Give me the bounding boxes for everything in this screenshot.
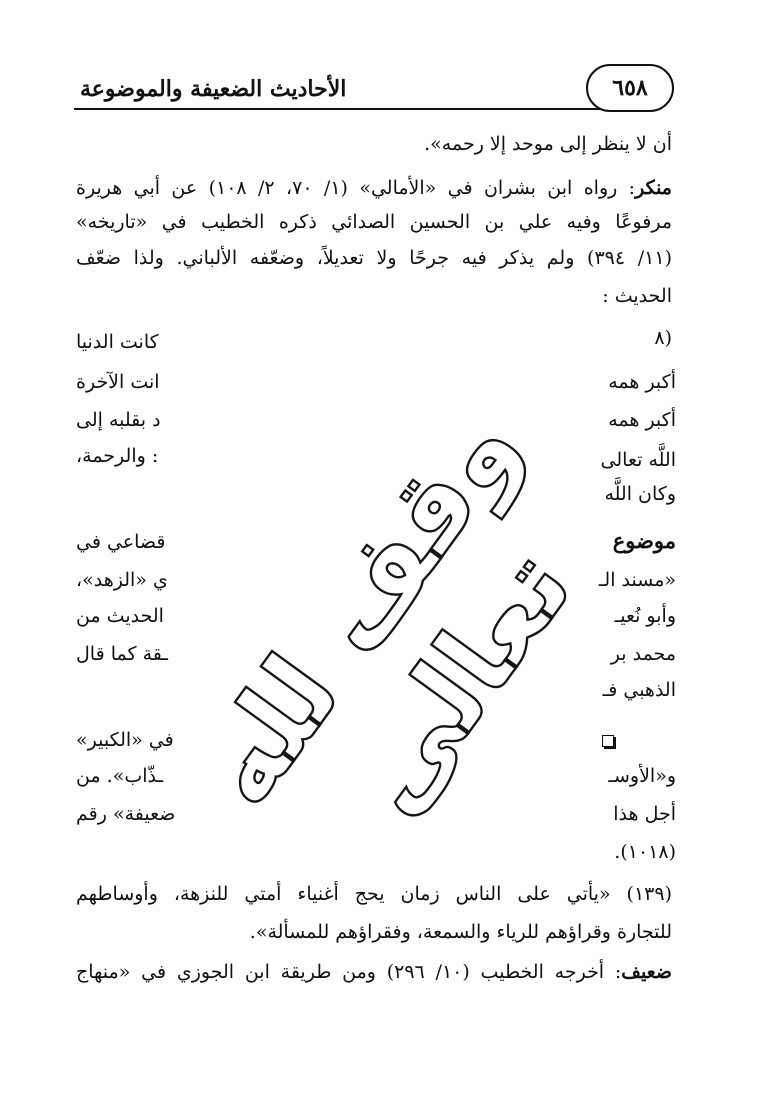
header-rule [74, 108, 660, 110]
fragment-left: : والرحمة، [76, 445, 159, 467]
text-line: ضعيف: أخرجه الخطيب (١٠/ ٢٩٦) ومن طريقة ابن الجوزي في «منهاج [76, 961, 672, 983]
text-line: منكر: رواه ابن بشران في «الأمالي» (١/ ٧٠، ٢/ ١٠٨) عن أبي هريرة [76, 177, 672, 199]
fragment-left: ـذّاب». من [76, 765, 164, 787]
fragment-right: وكان اللَّه [604, 483, 676, 505]
grading-label: منكر [635, 177, 672, 199]
fragment-right: (٨ [654, 327, 672, 349]
fragment-right: الذهبي فـ [602, 679, 676, 701]
fragment-right: أجل هذا [613, 803, 676, 825]
grading-label: موضوع [612, 528, 676, 553]
fragment-right: «مسند الـ [598, 569, 676, 591]
text-line: الحديث : [602, 285, 672, 307]
fragment-right: محمد بر [610, 643, 676, 665]
hadith-line: (١٣٩) «يأتي على الناس زمان يحج أغنياء أمتي للنزهة، وأوساطهم [76, 883, 672, 905]
text-line: (١٠١٨). [614, 841, 676, 863]
fragment-left: الحديث من [76, 605, 164, 627]
hadith-line: للتجارة وقراؤهم للرياء والسمعة، وفقراؤهم للمسألة». [249, 921, 672, 943]
fragment-right: وأبو نُعيـ [614, 605, 676, 627]
checkbox-icon [602, 735, 614, 747]
running-title: الأحاديث الضعيفة والموضوعة [80, 76, 347, 102]
text-line: أن لا ينظر إلى موحد إلا رحمه». [424, 133, 672, 155]
fragment-left: ضعيفة» رقم [76, 803, 176, 825]
text-line: (١١/ ٣٩٤) ولم يذكر فيه جرحًا ولا تعديلاً، وضعّفه الألباني. ولذا ضعّف [76, 247, 672, 269]
fragment-right: أكبر همه [608, 409, 676, 431]
fragment-right: اللَّه تعالى [600, 449, 676, 471]
fragment-left: كانت الدنيا [76, 331, 159, 353]
fragment-left: قضاعي في [76, 531, 166, 553]
fragment-left: ي «الزهد»، [76, 569, 168, 591]
page-header [74, 58, 674, 118]
grading-label: ضعيف [621, 961, 672, 983]
fragment-left: د بقلبه إلى [76, 409, 161, 431]
fragment-right: أكبر همه [608, 371, 676, 393]
watermark-text: وقف لله تعالى [175, 387, 597, 837]
page-number: ٦٥٨ [586, 64, 674, 112]
fragment-left: انت الآخرة [76, 371, 160, 393]
fragment-left: ـقة كما قال [76, 643, 168, 665]
fragment-left: في «الكبير» [76, 729, 174, 751]
fragment-right: و«الأوسـ [608, 765, 676, 787]
text-line: مرفوعًا وفيه علي بن الحسين الصدائي ذكره الخطيب في «تاريخه» [76, 211, 672, 233]
